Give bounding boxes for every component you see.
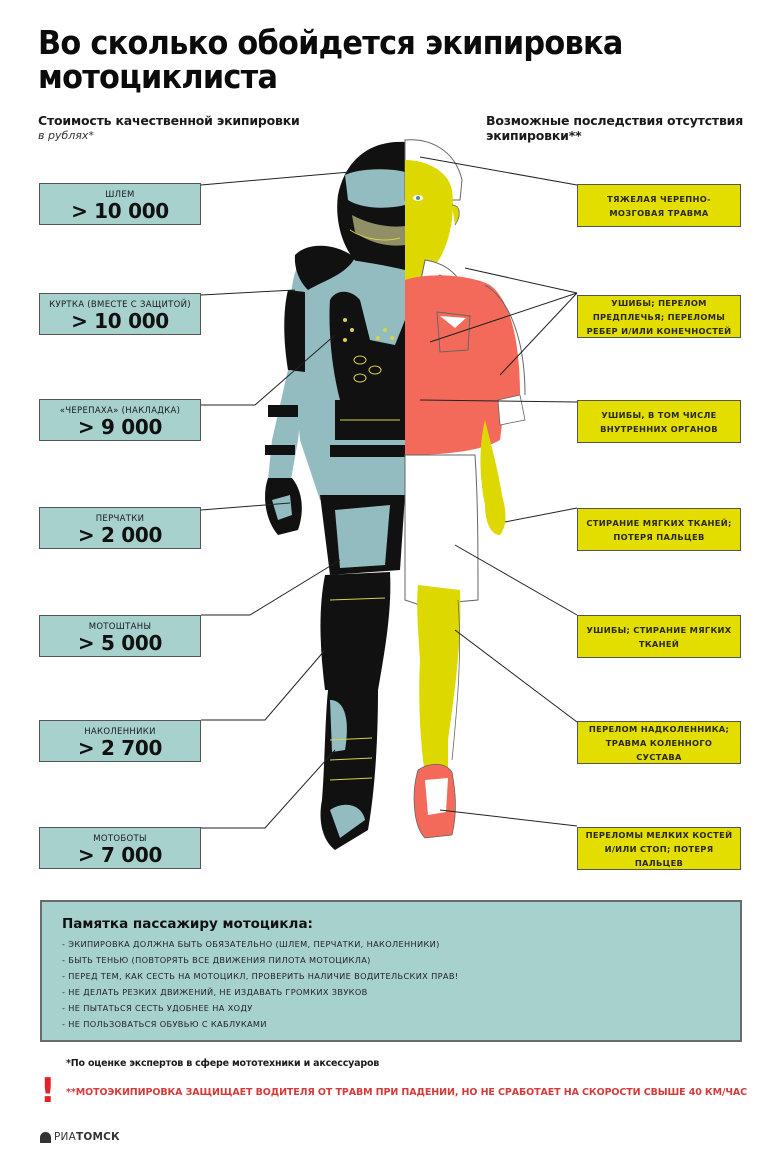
cost-label: КУРТКА (ВМЕСТЕ С ЗАЩИТОЙ) (49, 300, 191, 310)
cost-item-boots (39, 827, 201, 869)
cost-item-pants (39, 615, 201, 657)
cost-value: > 5 000 (77, 631, 163, 655)
cost-item-helmet (39, 183, 201, 225)
memo-item: - ПЕРЕД ТЕМ, КАК СЕСТЬ НА МОТОЦИКЛ, ПРОВЕРИТЬ НАЛИЧИЕ ВОДИТЕЛЬСКИХ ПРАВ! (62, 971, 459, 981)
memo-item: - НЕ ПОЛЬЗОВАТЬСЯ ОБУВЬЮ С КАБЛУКАМИ (62, 1019, 267, 1029)
cost-value: > 7 000 (77, 843, 163, 867)
cost-section-heading (38, 113, 300, 142)
cost-value: > 2 000 (77, 523, 163, 547)
consequence-head-injury: ТЯЖЕЛАЯ ЧЕРЕПНО-МОЗГОВАЯ ТРАВМА (577, 184, 741, 227)
cost-label: МОТОБОТЫ (93, 834, 147, 844)
cost-label: «ЧЕРЕПАХА» (НАКЛАДКА) (59, 406, 181, 416)
cost-item-turtle-armor (39, 399, 201, 441)
cost-value: > 2 700 (77, 736, 163, 760)
cost-item-jacket (39, 293, 201, 335)
consequence-internal-bruises: УШИБЫ, В ТОМ ЧИСЛЕ ВНУТРЕННИХ ОРГАНОВ (577, 400, 741, 443)
cost-label: МОТОШТАНЫ (88, 622, 152, 632)
ria-tomsk-logo (40, 1131, 120, 1143)
cost-label: ПЕРЧАТКИ (95, 514, 145, 524)
memo-item: - НЕ ДЕЛАТЬ РЕЗКИХ ДВИЖЕНИЙ, НЕ ИЗДАВАТЬ ГРОМКИХ ЗВУКОВ (62, 987, 368, 997)
cost-value: > 9 000 (77, 415, 163, 439)
consequence-arm-rib-fractures: УШИБЫ; ПЕРЕЛОМ ПРЕДПЛЕЧЬЯ; ПЕРЕЛОМЫ РЕБЕР И/ИЛИ КОНЕЧНОСТЕЙ (577, 295, 741, 338)
passenger-memo (40, 900, 742, 1042)
consequences-heading: Возможные последствия отсутствия экипировки** (486, 113, 744, 143)
cost-value: > 10 000 (71, 199, 169, 223)
cost-item-knee-pads (39, 720, 201, 762)
footnote-expert-estimate: *По оценке экспертов в сфере мототехники и аксессуаров (66, 1058, 380, 1069)
exclamation-icon: ! (40, 1071, 56, 1111)
memo-item: - ЭКИПИРОВКА ДОЛЖНА БЫТЬ ОБЯЗАТЕЛЬНО (ШЛЕМ, ПЕРЧАТКИ, НАКОЛЕННИКИ) (62, 939, 440, 949)
memo-title: Памятка пассажиру мотоцикла: (62, 916, 313, 932)
memo-item: - БЫТЬ ТЕНЬЮ (ПОВТОРЯТЬ ВСЕ ДВИЖЕНИЯ ПИЛОТА МОТОЦИКЛА) (62, 955, 371, 965)
consequence-finger-loss: СТИРАНИЕ МЯГКИХ ТКАНЕЙ; ПОТЕРЯ ПАЛЬЦЕВ (577, 508, 741, 551)
memo-item: - НЕ ПЫТАТЬСЯ СЕСТЬ УДОБНЕЕ НА ХОДУ (62, 1003, 253, 1013)
cost-label: ШЛЕМ (105, 190, 135, 200)
leader-lines (201, 157, 577, 828)
consequence-knee-injury: ПЕРЕЛОМ НАДКОЛЕННИКА; ТРАВМА КОЛЕННОГО СУСТАВА (577, 721, 741, 764)
cost-label: НАКОЛЕННИКИ (84, 727, 156, 737)
cost-item-gloves (39, 507, 201, 549)
logo-text: РИАТОМСК (54, 1131, 120, 1143)
logo-mark-icon (40, 1132, 51, 1143)
consequence-soft-tissue: УШИБЫ; СТИРАНИЕ МЯГКИХ ТКАНЕЙ (577, 615, 741, 658)
cost-value: > 10 000 (71, 309, 169, 333)
armored-half (265, 142, 405, 850)
cost-heading: Стоимость качественной экипировки (38, 113, 300, 128)
footnote-warning: **МОТОЭКИПИРОВКА ЗАЩИЩАЕТ ВОДИТЕЛЯ ОТ ТРАВМ ПРИ ПАДЕНИИ, НО НЕ СРАБОТАЕТ НА СКОРОСТИ СВЫШЕ 40 КМ/ЧАС (66, 1087, 748, 1098)
page-title: Во сколько обойдется экипировка мотоциклиста (38, 23, 623, 96)
consequence-foot-fractures: ПЕРЕЛОМЫ МЕЛКИХ КОСТЕЙ И/ИЛИ СТОП; ПОТЕРЯ ПАЛЬЦЕВ (577, 827, 741, 870)
cost-unit: в рублях* (38, 129, 94, 142)
unprotected-half (405, 140, 525, 838)
